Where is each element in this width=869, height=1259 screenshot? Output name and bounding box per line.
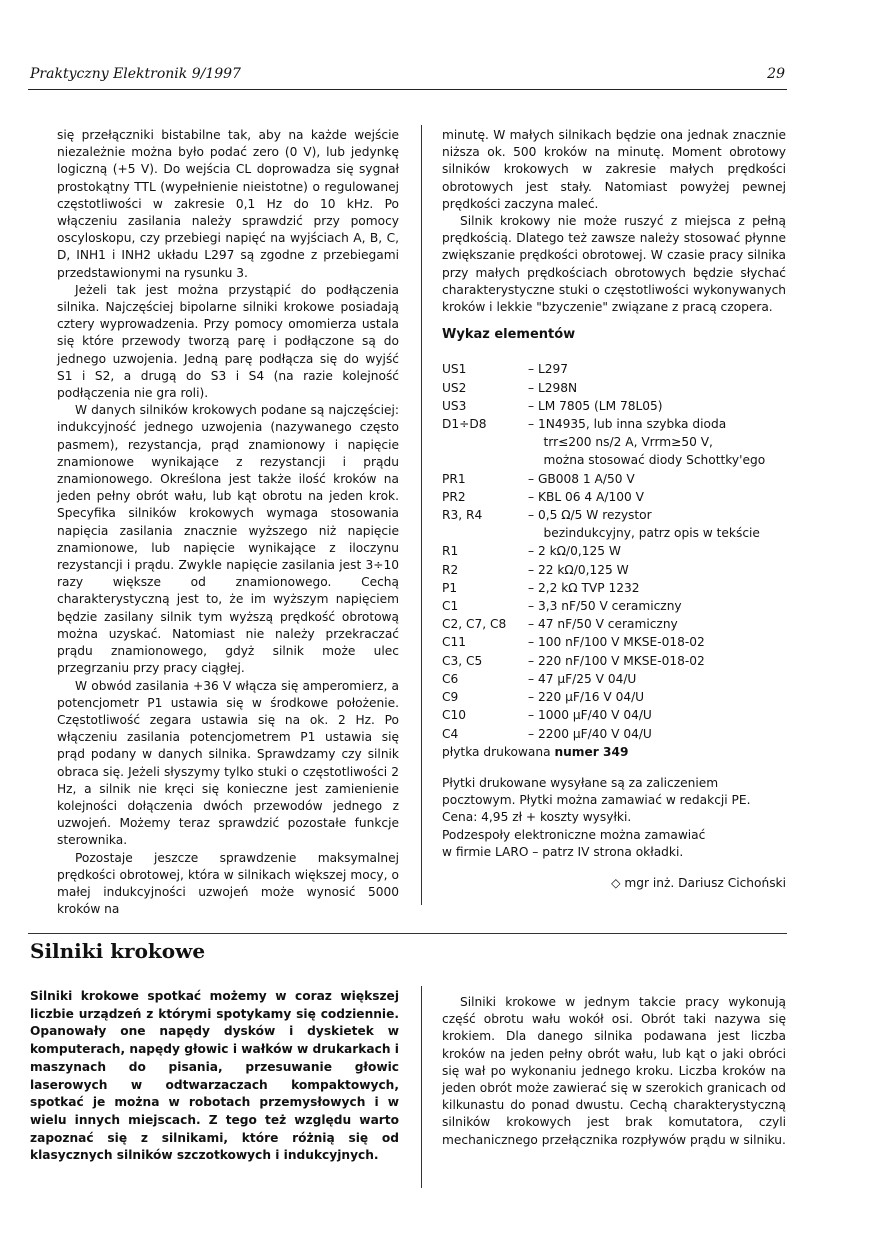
author-signature: ◇ mgr inż. Dariusz Cichoński [611,875,786,890]
parts-row [442,415,786,433]
part-code: C2, C7, C8 [442,617,507,632]
part-description: – 0,5 Ω/5 W rezystor [528,508,652,523]
paragraph: W danych silników krokowych podane są najczęściej: indukcyjność jednego uzwojenia (nazywanego często pasmem), rezystancja, prąd znamionowy i napięcie znamionowe wynikające z rezystancji i prądu znamionowego. Określona jest także ilość kroków na jeden pełny obrót wału, lub kąt obrotu na jeden krok. Specyfika silników krokowych wymaga stosowania napięcia zasilania znacznie wyższego niż napięcie znamionowe, lub napięcie wynikające z iloczynu rezystancji i prądu. Zwykle napięcie zasilania jest 3÷10 razy większe od znamionowego. Cechą charakterystyczną jest to, że im wyższym napięciem będzie zasilany silnik tym wyższą prędkość obrotową można uzyskać. Natomiast nie należy przekraczać prądu znamionowego, gdyż silnik może ulec przegrzaniu przy pracy ciągłej. [57,403,399,676]
text-column-right [442,127,786,892]
part-description: – 220 nF/100 V MKSE-018-02 [528,653,705,668]
order-note [442,775,786,861]
parts-row [442,633,786,651]
column-divider [421,125,422,905]
part-description: – 47 μF/25 V 04/U [528,671,637,686]
part-description: – L298N [528,380,578,395]
pcb-line [442,743,786,761]
parts-list-table [442,360,786,742]
body-paragraph: Silniki krokowe w jednym takcie pracy wykonują część obrotu wału wokół osi. Obrót taki nazywa się krokiem. Dla danego silnika podawana jest liczba kroków na jeden pełny obrót wału, lub kąt o jaki obróci się wał po wykonaniu jednego kroku. Liczba kroków na jeden obrót może zawierać się w szerokich granicach od kilkunastu do ponad dwustu. Cechą charakterystyczną silników krokowych jest brak komutatora, czyli mechanicznego przełącznika rozpływów prądu w silniku. [442,995,786,1147]
part-code: US2 [442,380,467,395]
text-column-left [57,127,399,918]
part-code [442,524,528,542]
article-separator [28,933,787,934]
part-code [442,433,528,451]
parts-row [442,542,786,560]
parts-row [442,725,786,743]
part-code: C1 [442,599,459,614]
column-divider [421,986,422,1188]
part-description: można stosować diody Schottky'ego [528,453,766,468]
part-description: – 2200 μF/40 V 04/U [528,726,652,741]
parts-row [442,579,786,597]
article-lead [30,988,399,1165]
parts-row [442,688,786,706]
parts-row [442,597,786,615]
part-code: C3, C5 [442,653,483,668]
part-code: D1÷D8 [442,417,487,432]
part-code: PR1 [442,471,466,486]
header-rule [28,89,787,90]
part-code: C9 [442,690,459,705]
parts-list-title: Wykaz elementów [442,327,576,343]
parts-row [442,470,786,488]
part-description: – GB008 1 A/50 V [528,471,635,486]
part-description: – 2,2 kΩ TVP 1232 [528,580,640,595]
paragraph: się przełączniki bistabilne tak, aby na każde wejście niezależnie można było podać zero (0 V), lub jedynkę logiczną (+5 V). Do wejścia CL doprowadza się sygnał prostokątny TTL (wypełnienie nieistotne) o regulowanej częstotliwości w zakresie 0,1 Hz do 10 kHz. Po włączeniu zasilania należy sprawdzić przy pomocy oscyloskopu, czy przebiegi napięć na wyjściach A, B, C, D, INH1 i INH2 układu L297 są zgodne z przebiegami przedstawionymi na rysunku 3. [57,128,399,280]
article-body [442,994,786,1149]
order-note-line: w firmie LARO – patrz IV strona okładki. [442,844,684,859]
parts-row [442,397,786,415]
order-note-line: pocztowym. Płytki można zamawiać w redakcji PE. [442,793,751,808]
part-description: – KBL 06 4 A/100 V [528,489,644,504]
parts-row [442,652,786,670]
order-note-line: Podzespoły elektroniczne można zamawiać [442,827,706,842]
part-code: R1 [442,544,459,559]
parts-row [442,561,786,579]
order-note-line: Płytki drukowane wysyłane są za zaliczeniem [442,775,719,790]
part-code: US1 [442,362,467,377]
pcb-label: płytka drukowana [442,744,551,759]
part-description: – 2 kΩ/0,125 W [528,544,621,559]
part-code: C10 [442,708,467,723]
part-code: PR2 [442,489,466,504]
part-description: – 1N4935, lub inna szybka dioda [528,417,727,432]
journal-header: Praktyczny Elektronik 9/1997 [30,66,241,82]
paragraph: W obwód zasilania +36 V włącza się amperomierz, a potencjometr P1 ustawia się w środkowe położenie. Częstotliwość zegara ustawia się na ok. 2 Hz. Po włączeniu zasilania potencjometrem P1 ustawia się prąd podany w danych silnika. Sprawdzamy czy silnik obraca się. Jeżeli słyszymy tylko stuki o częstotliwości 2 Hz, a silnik nie kręci się konieczne jest zamienienie kolejności dołączenia dwóch przewodów jednego z uzwojeń. Możemy teraz sprawdzić pozostałe funkcje sterownika. [57,678,399,848]
part-description: – 220 μF/16 V 04/U [528,690,645,705]
paragraph: Silnik krokowy nie może ruszyć z miejsca z pełną prędkością. Dlatego też zawsze należy stosować płynne zwiększanie prędkości obrotowej. W czasie pracy silnika przy małych prędkościach obrotowych będzie słychać charakterystyczne stuki o częstotliwości wykonywanych kroków i lekkie "bzyczenie" związane z pracą czopera. [442,214,786,315]
part-code: C6 [442,671,459,686]
parts-row [442,524,786,542]
paragraph: Pozostaje jeszcze sprawdzenie maksymalnej prędkości obrotowej, która w silnikach większej mocy, o małej indukcyjności uzwojeń może wynosić 5000 kroków na [57,850,399,917]
parts-row [442,433,786,451]
part-description: trr≤200 ns/2 A, Vrrm≥50 V, [528,435,713,450]
part-description: – 47 nF/50 V ceramiczny [528,617,678,632]
parts-row [442,615,786,633]
part-description: bezindukcyjny, patrz opis w tekście [528,526,760,541]
part-description: – 3,3 nF/50 V ceramiczny [528,599,682,614]
parts-row [442,379,786,397]
part-code: P1 [442,580,458,595]
part-code: US3 [442,398,467,413]
parts-row [442,360,786,378]
part-description: – LM 7805 (LM 78L05) [528,398,663,413]
part-description: – L297 [528,362,569,377]
parts-row [442,706,786,724]
parts-row [442,488,786,506]
part-description: – 1000 μF/40 V 04/U [528,708,652,723]
order-note-line: Cena: 4,95 zł + koszty wysyłki. [442,810,632,825]
parts-row [442,506,786,524]
paragraph: minutę. W małych silnikach będzie ona jednak znacznie niższa ok. 500 kroków na minutę. Moment obrotowy silników krokowych w zakresie małych prędkości obrotowych jest stały. Natomiast powyżej pewnej prędkości zaczyna maleć. [442,128,786,211]
part-code: C4 [442,726,459,741]
parts-row [442,451,786,469]
article-title: Silniki krokowe [30,939,206,963]
part-code: C11 [442,635,467,650]
paragraph: Jeżeli tak jest można przystąpić do podłączenia silnika. Najczęściej bipolarne silniki krokowe posiadają cztery wyprowadzenia. Przy pomocy omomierza ustala się które przewody tworzą parę i podłączone są do jednego uzwojenia. Jedną parę podłącza się do wyjść S1 i S2, a drugą do S3 i S4 (na razie kolejność podłączenia nie gra roli). [57,282,399,401]
part-code: R2 [442,562,459,577]
part-description: – 100 nF/100 V MKSE-018-02 [528,635,705,650]
part-description: – 22 kΩ/0,125 W [528,562,629,577]
parts-row [442,670,786,688]
part-code [442,451,528,469]
pcb-number: numer 349 [554,744,629,759]
part-code: R3, R4 [442,508,483,523]
page-number: 29 [767,66,785,82]
lead-paragraph: Silniki krokowe spotkać możemy w coraz większej liczbie urządzeń z którymi spotykamy się codziennie. Opanowały one napędy dysków i dyskietek w komputerach, napędy głowic i wałków w drukarkach i maszynach do pisania, przesuwanie głowic laserowych w odtwarzaczach kompaktowych, spotkać je można w robotach przemysłowych i w wielu innych miejscach. Z tego też względu warto zapoznać się z silnikami, które różnią się od klasycznych silników szczotkowych i indukcyjnych. [30,989,399,1163]
